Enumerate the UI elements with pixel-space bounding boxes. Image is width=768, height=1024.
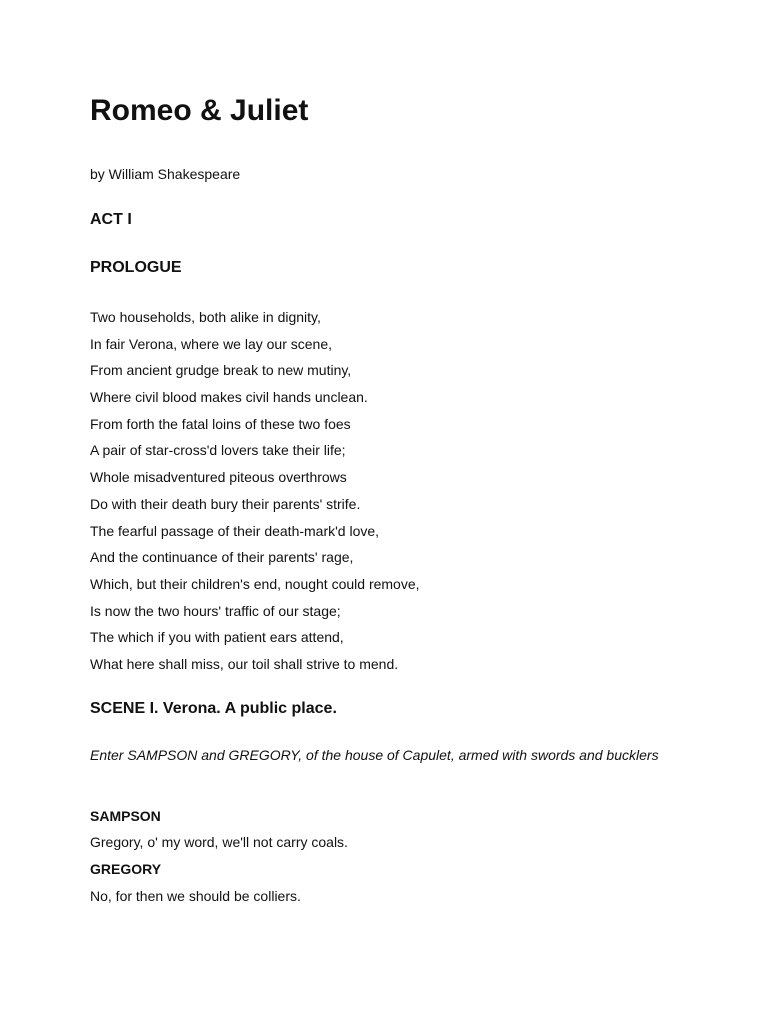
verse-line: Two households, both alike in dignity,: [90, 309, 321, 325]
verse-line: From forth the fatal loins of these two foes: [90, 415, 351, 432]
dialogue-line: No, for then we should be colliers.: [90, 888, 301, 904]
verse-line: Do with their death bury their parents' strife.: [90, 495, 361, 512]
verse-line: A pair of star-cross'd lovers take their life;: [90, 442, 346, 459]
prologue-heading: PROLOGUE: [90, 259, 182, 276]
verse-line: In fair Verona, where we lay our scene,: [90, 335, 333, 352]
verse-line: The which if you with patient ears attend,: [90, 629, 344, 646]
speaker-name: SAMPSON: [90, 808, 161, 824]
act-heading: ACT I: [90, 211, 132, 228]
verse-line: And the continuance of their parents' rage,: [90, 549, 354, 566]
speaker-name: GREGORY: [90, 861, 162, 877]
dialogue-line: Gregory, o' my word, we'll not carry coals.: [90, 834, 348, 850]
verse-line: Is now the two hours' traffic of our stage;: [90, 602, 341, 619]
scene-heading: SCENE I. Verona. A public place.: [90, 700, 337, 717]
document-title: Romeo & Juliet: [90, 94, 309, 127]
author-byline: by William Shakespeare: [90, 166, 241, 182]
prologue-verse: [90, 304, 420, 678]
verse-line: Whole misadventured piteous overthrows: [90, 469, 347, 486]
stage-direction: Enter SAMPSON and GREGORY, of the house of Capulet, armed with swords and bucklers: [90, 747, 659, 763]
verse-line: What here shall miss, our toil shall strive to mend.: [90, 655, 399, 672]
verse-line: The fearful passage of their death-mark'd love,: [90, 522, 380, 539]
verse-line: Which, but their children's end, nought could remove,: [90, 575, 420, 592]
verse-line: Where civil blood makes civil hands unclean.: [90, 389, 368, 406]
verse-line: From ancient grudge break to new mutiny,: [90, 362, 352, 379]
